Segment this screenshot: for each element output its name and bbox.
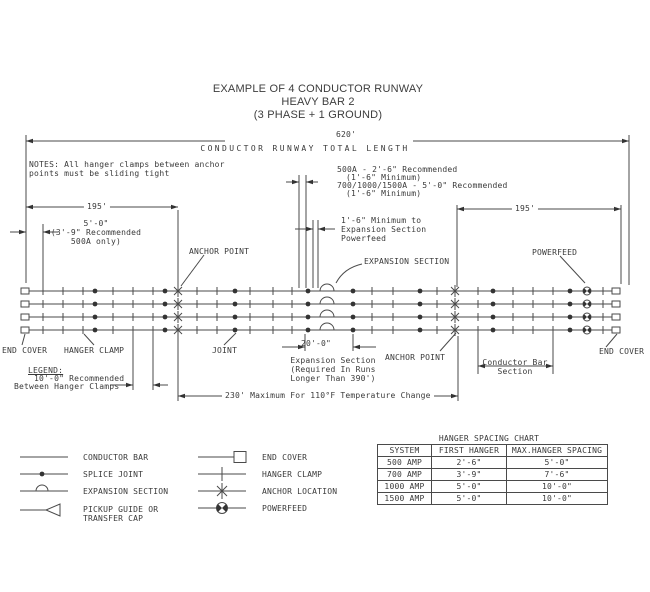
splice-joint-symbol xyxy=(306,302,311,307)
legend-note-heading: LEGEND: xyxy=(28,366,64,375)
label-end-cover-left: END COVER xyxy=(2,346,48,355)
dim-arrow xyxy=(19,230,26,234)
label-end-cover-right: END COVER xyxy=(599,347,645,356)
splice-joint-symbol xyxy=(306,328,311,333)
dim-arrow xyxy=(306,227,313,231)
dim-arrow xyxy=(353,345,360,349)
label-powerfeed: POWERFEED xyxy=(532,248,578,257)
label-joint: JOINT xyxy=(212,346,238,355)
splice-joint-symbol xyxy=(491,289,496,294)
splice-joint-symbol xyxy=(351,302,356,307)
dim-bar-section-1: Conductor Bar xyxy=(482,358,548,367)
splice-joint-symbol xyxy=(233,289,238,294)
notes-line1: NOTES: All hanger clamps between anchor xyxy=(29,160,225,169)
splice-joint-symbol xyxy=(351,328,356,333)
dim-expansion-value: 20'-0" xyxy=(300,339,332,348)
anchor-point-left-leader xyxy=(181,255,204,286)
dim-arrow xyxy=(451,394,458,398)
callout-first-hanger-2: (3'-9" Recommended xyxy=(50,228,142,237)
label-anchor-point-right: ANCHOR POINT xyxy=(385,353,446,362)
legend-label-expansion-section: EXPANSION SECTION xyxy=(83,487,169,496)
legend-label-end-cover: END COVER xyxy=(262,453,308,462)
dim-arrow xyxy=(457,207,464,211)
end-cover-left-leader xyxy=(22,334,25,345)
dim-bar-section-2: Section xyxy=(497,367,533,376)
table-cell: 5'-0" xyxy=(432,481,507,493)
anchor-point-right-leader xyxy=(440,333,456,351)
splice-joint-symbol xyxy=(418,302,423,307)
dim-span-left: 195' xyxy=(84,202,110,211)
hanger-spacing-table xyxy=(377,444,608,505)
splice-joint-symbol xyxy=(418,289,423,294)
page-title-line2: HEAVY BAR 2 xyxy=(281,96,355,108)
table-row xyxy=(378,493,608,505)
dim-arrow xyxy=(306,180,313,184)
table-cell: 5'-0" xyxy=(507,457,608,469)
splice-joint-symbol xyxy=(491,302,496,307)
dim-expansion-1: Expansion Section xyxy=(290,356,376,365)
notes-line2: points must be sliding tight xyxy=(29,169,170,178)
dim-arrow xyxy=(171,205,178,209)
splice-joint-symbol xyxy=(93,328,98,333)
end-cover-symbol xyxy=(612,301,620,307)
splice-joint-symbol xyxy=(93,315,98,320)
joint-leader xyxy=(224,333,236,345)
table-row xyxy=(378,481,608,493)
legend-label-anchor-location: ANCHOR LOCATION xyxy=(262,487,338,496)
callout-recommended-1: 500A - 2'-6" Recommended xyxy=(337,165,458,174)
splice-joint-symbol xyxy=(306,315,311,320)
table-cell: 1500 AMP xyxy=(378,493,432,505)
table-row xyxy=(378,457,608,469)
splice-joint-symbol xyxy=(351,315,356,320)
expansion-symbol xyxy=(320,284,334,291)
table-cell: 500 AMP xyxy=(378,457,432,469)
legend-note-2: Between Hanger Clamps xyxy=(14,382,120,391)
legend-end-cover-symbol xyxy=(234,452,246,463)
table-cell: 700 AMP xyxy=(378,469,432,481)
table-cell: 2'-6" xyxy=(432,457,507,469)
dim-total-length-value: 620' xyxy=(335,130,357,139)
legend-label-pickup-guide-1: PICKUP GUIDE OR xyxy=(83,505,159,514)
splice-joint-symbol xyxy=(163,289,168,294)
hanger-clamp-leader xyxy=(84,334,94,345)
dim-arrow xyxy=(614,207,621,211)
splice-joint-symbol xyxy=(93,302,98,307)
table-cell: 10'-0" xyxy=(507,481,608,493)
table-header-row xyxy=(378,445,608,457)
dim-arrow xyxy=(153,383,160,387)
table-header-first: FIRST HANGER xyxy=(432,445,507,457)
splice-joint-symbol xyxy=(233,302,238,307)
page-title-line1: EXAMPLE OF 4 CONDUCTOR RUNWAY xyxy=(212,83,424,95)
splice-joint-symbol xyxy=(93,289,98,294)
splice-joint-symbol xyxy=(568,315,573,320)
legend-expansion-symbol xyxy=(36,485,48,491)
end-cover-symbol xyxy=(21,314,29,320)
splice-joint-symbol xyxy=(418,315,423,320)
dim-arrow xyxy=(26,139,33,143)
table-header-system: SYSTEM xyxy=(378,445,432,457)
label-anchor-point-left: ANCHOR POINT xyxy=(189,247,250,256)
dim-max-run: 230' Maximum For 110°F Temperature Change xyxy=(222,391,434,400)
powerfeed-leader xyxy=(560,256,585,283)
table-header-max: MAX.HANGER SPACING xyxy=(507,445,608,457)
table-row xyxy=(378,469,608,481)
callout-min-expansion-1: 1'-6" Minimum to xyxy=(341,216,422,225)
legend-label-hanger-clamp: HANGER CLAMP xyxy=(262,470,323,479)
legend-label-pickup-guide-2: TRANSFER CAP xyxy=(83,514,144,523)
end-cover-right-leader xyxy=(606,334,617,347)
splice-joint-symbol xyxy=(306,289,311,294)
end-cover-symbol xyxy=(21,327,29,333)
splice-joint-symbol xyxy=(163,328,168,333)
legend-label-powerfeed: POWERFEED xyxy=(262,504,308,513)
dim-arrow xyxy=(622,139,629,143)
callout-first-hanger-3: 500A only) xyxy=(70,237,122,246)
splice-joint-symbol xyxy=(568,302,573,307)
hanger-chart-title: HANGER SPACING CHART xyxy=(438,434,540,443)
dim-expansion-3: Longer Than 390') xyxy=(290,374,376,383)
label-expansion-section: EXPANSION SECTION xyxy=(364,257,450,266)
callout-recommended-4: (1'-6" Minimum) xyxy=(346,189,422,198)
table-cell: 3'-9" xyxy=(432,469,507,481)
expansion-symbol xyxy=(320,323,334,330)
table-cell: 1000 AMP xyxy=(378,481,432,493)
dim-arrow xyxy=(178,394,185,398)
legend-pickup-symbol xyxy=(46,504,60,516)
dim-arrow xyxy=(292,180,299,184)
splice-joint-symbol xyxy=(351,289,356,294)
expansion-section-leader xyxy=(336,264,362,283)
splice-joint-symbol xyxy=(163,315,168,320)
end-cover-symbol xyxy=(612,327,620,333)
callout-min-expansion-2: Expansion Section xyxy=(341,225,427,234)
splice-joint-symbol xyxy=(491,328,496,333)
end-cover-symbol xyxy=(612,288,620,294)
splice-joint-symbol xyxy=(40,472,45,477)
splice-joint-symbol xyxy=(233,315,238,320)
legend-label-splice-joint: SPLICE JOINT xyxy=(83,470,144,479)
expansion-symbol xyxy=(320,310,334,317)
callout-recommended-2: (1'-6" Minimum) xyxy=(346,173,422,182)
dim-expansion-2: (Required In Runs xyxy=(290,365,376,374)
dim-span-right: 195' xyxy=(512,204,538,213)
end-cover-symbol xyxy=(21,301,29,307)
callout-min-expansion-3: Powerfeed xyxy=(341,234,387,243)
legend-label-conductor-bar: CONDUCTOR BAR xyxy=(83,453,149,462)
splice-joint-symbol xyxy=(568,328,573,333)
label-hanger-clamp: HANGER CLAMP xyxy=(64,346,125,355)
callout-first-hanger-1: 5'-0" xyxy=(83,219,109,228)
splice-joint-symbol xyxy=(568,289,573,294)
splice-joint-symbol xyxy=(491,315,496,320)
callout-recommended-3: 700/1000/1500A - 5'-0" Recommended xyxy=(337,181,508,190)
page-title-line3: (3 PHASE + 1 GROUND) xyxy=(253,109,383,121)
expansion-symbol xyxy=(320,297,334,304)
table-cell: 10'-0" xyxy=(507,493,608,505)
table-cell: 7'-6" xyxy=(507,469,608,481)
dim-arrow xyxy=(26,205,33,209)
legend-note-1: 10'-0" Recommended xyxy=(34,374,125,383)
end-cover-symbol xyxy=(21,288,29,294)
splice-joint-symbol xyxy=(233,328,238,333)
table-cell: 5'-0" xyxy=(432,493,507,505)
dim-total-length-label: CONDUCTOR RUNWAY TOTAL LENGTH xyxy=(200,144,410,153)
dim-arrow xyxy=(43,230,50,234)
dim-arrow xyxy=(126,383,133,387)
dim-arrow xyxy=(318,227,325,231)
splice-joint-symbol xyxy=(163,302,168,307)
end-cover-symbol xyxy=(612,314,620,320)
splice-joint-symbol xyxy=(418,328,423,333)
